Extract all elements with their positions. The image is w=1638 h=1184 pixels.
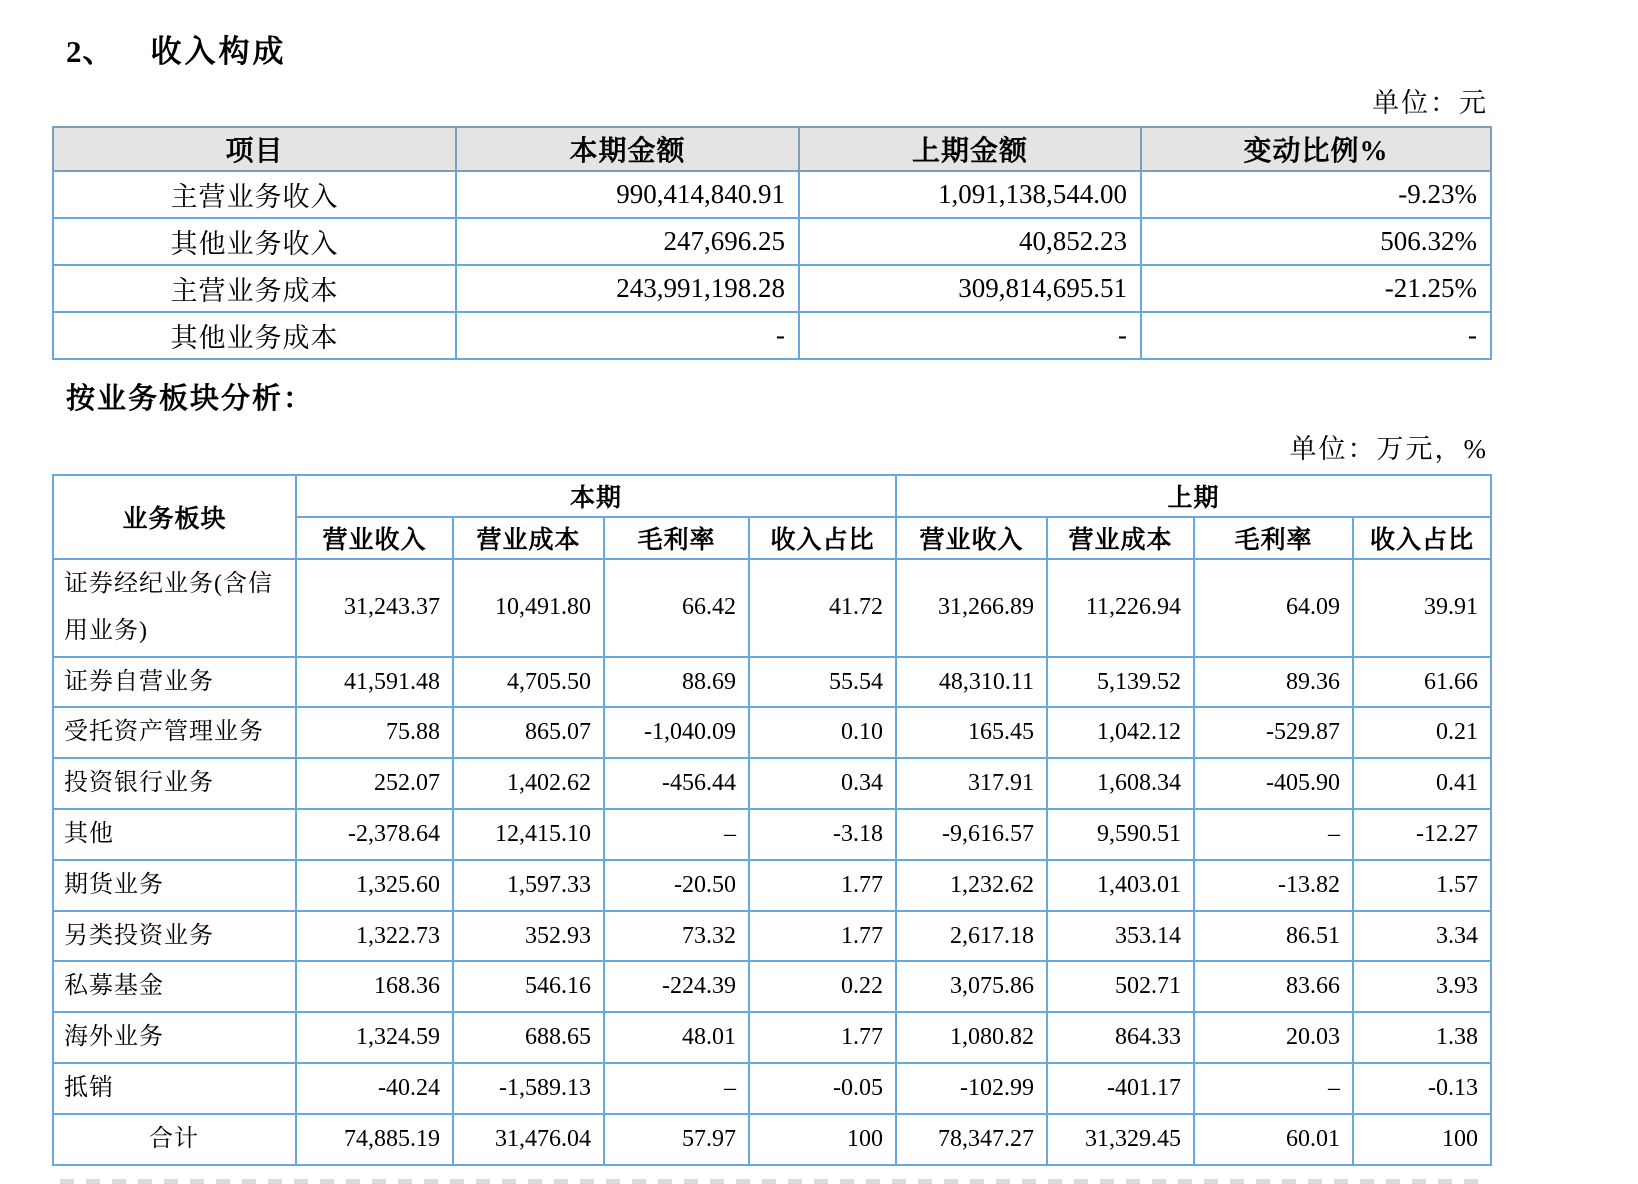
value-cell: 20.03 — [1194, 1012, 1353, 1063]
table-row — [53, 218, 1491, 265]
value-cell: 165.45 — [896, 707, 1047, 758]
value-cell: 502.71 — [1047, 961, 1194, 1012]
value-cell: -401.17 — [1047, 1063, 1194, 1114]
value-cell: 100 — [1353, 1114, 1491, 1165]
value-cell: -40.24 — [296, 1063, 453, 1114]
value-cell: 247,696.25 — [456, 218, 799, 265]
column-header-share-prior: 收入占比 — [1353, 517, 1491, 559]
section-number: 2、 — [66, 34, 115, 69]
value-cell: 0.41 — [1353, 758, 1491, 809]
value-cell: 10,491.80 — [453, 559, 604, 657]
value-cell: 31,476.04 — [453, 1114, 604, 1165]
value-cell: 317.91 — [896, 758, 1047, 809]
table-row — [53, 1063, 1491, 1114]
value-cell: 60.01 — [1194, 1114, 1353, 1165]
value-cell: 73.32 — [604, 911, 749, 962]
value-cell: -2,378.64 — [296, 809, 453, 860]
value-cell: 61.66 — [1353, 657, 1491, 708]
value-cell: - — [1141, 312, 1491, 359]
value-cell: – — [604, 1063, 749, 1114]
value-cell: 1,324.59 — [296, 1012, 453, 1063]
value-cell: 864.33 — [1047, 1012, 1194, 1063]
table-row — [53, 171, 1491, 218]
segment-cell: 其他 — [53, 809, 296, 860]
value-cell: 0.10 — [749, 707, 896, 758]
segment-cell: 受托资产管理业务 — [53, 707, 296, 758]
value-cell: 100 — [749, 1114, 896, 1165]
item-cell: 其他业务收入 — [53, 218, 456, 265]
value-cell: -456.44 — [604, 758, 749, 809]
value-cell: -13.82 — [1194, 860, 1353, 911]
value-cell: 1,402.62 — [453, 758, 604, 809]
income-composition-table — [52, 126, 1492, 360]
value-cell: -1,589.13 — [453, 1063, 604, 1114]
column-header-item: 项目 — [53, 127, 456, 171]
unit-note-top: 单位：元 — [1372, 88, 1488, 118]
value-cell: 40,852.23 — [799, 218, 1141, 265]
value-cell: 83.66 — [1194, 961, 1353, 1012]
value-cell: 1.77 — [749, 860, 896, 911]
value-cell: 74,885.19 — [296, 1114, 453, 1165]
segment-cell: 证券经纪业务(含信用业务) — [53, 559, 296, 657]
value-cell: 3.34 — [1353, 911, 1491, 962]
value-cell: 0.21 — [1353, 707, 1491, 758]
value-cell: 66.42 — [604, 559, 749, 657]
value-cell: 865.07 — [453, 707, 604, 758]
value-cell: 1,091,138,544.00 — [799, 171, 1141, 218]
value-cell: 57.97 — [604, 1114, 749, 1165]
value-cell: – — [604, 809, 749, 860]
item-cell: 其他业务成本 — [53, 312, 456, 359]
value-cell: 990,414,840.91 — [456, 171, 799, 218]
value-cell: 309,814,695.51 — [799, 265, 1141, 312]
column-header-revenue-prior: 营业收入 — [896, 517, 1047, 559]
value-cell: 31,266.89 — [896, 559, 1047, 657]
value-cell: – — [1194, 1063, 1353, 1114]
value-cell: -405.90 — [1194, 758, 1353, 809]
unit-note-segment: 单位：万元，% — [1289, 434, 1488, 464]
table-row — [53, 707, 1491, 758]
column-header-cost-prior: 营业成本 — [1047, 517, 1194, 559]
item-cell: 主营业务收入 — [53, 171, 456, 218]
column-header-cost-current: 营业成本 — [453, 517, 604, 559]
segment-cell: 私募基金 — [53, 961, 296, 1012]
column-header-share-current: 收入占比 — [749, 517, 896, 559]
value-cell: 41.72 — [749, 559, 896, 657]
column-header-change-ratio: 变动比例% — [1141, 127, 1491, 171]
value-cell: 64.09 — [1194, 559, 1353, 657]
value-cell: 3.93 — [1353, 961, 1491, 1012]
value-cell: 31,329.45 — [1047, 1114, 1194, 1165]
table-row — [53, 265, 1491, 312]
value-cell: 12,415.10 — [453, 809, 604, 860]
table-header-row-periods — [53, 475, 1491, 517]
value-cell: -0.05 — [749, 1063, 896, 1114]
column-group-prior-period: 上期 — [896, 475, 1491, 517]
value-cell: 1,232.62 — [896, 860, 1047, 911]
value-cell: 243,991,198.28 — [456, 265, 799, 312]
value-cell: 4,705.50 — [453, 657, 604, 708]
value-cell: 1.77 — [749, 1012, 896, 1063]
column-header-prior-amount: 上期金额 — [799, 127, 1141, 171]
value-cell: 1.57 — [1353, 860, 1491, 911]
value-cell: 75.88 — [296, 707, 453, 758]
value-cell: 48.01 — [604, 1012, 749, 1063]
value-cell: 1,080.82 — [896, 1012, 1047, 1063]
value-cell: 352.93 — [453, 911, 604, 962]
value-cell: -3.18 — [749, 809, 896, 860]
value-cell: 5,139.52 — [1047, 657, 1194, 708]
value-cell: -9,616.57 — [896, 809, 1047, 860]
value-cell: -102.99 — [896, 1063, 1047, 1114]
column-header-margin-current: 毛利率 — [604, 517, 749, 559]
value-cell: 168.36 — [296, 961, 453, 1012]
value-cell: 2,617.18 — [896, 911, 1047, 962]
value-cell: 1,608.34 — [1047, 758, 1194, 809]
cutoff-text-line — [60, 1179, 1488, 1184]
column-header-revenue-current: 营业收入 — [296, 517, 453, 559]
value-cell: 0.22 — [749, 961, 896, 1012]
section-title — [66, 26, 1490, 71]
value-cell: 546.16 — [453, 961, 604, 1012]
table-row — [53, 1114, 1491, 1165]
segment-cell: 证券自营业务 — [53, 657, 296, 708]
value-cell: 3,075.86 — [896, 961, 1047, 1012]
segment-cell: 合计 — [53, 1114, 296, 1165]
value-cell: -20.50 — [604, 860, 749, 911]
value-cell: 688.65 — [453, 1012, 604, 1063]
column-header-segment: 业务板块 — [53, 475, 296, 559]
table-row — [53, 312, 1491, 359]
value-cell: -0.13 — [1353, 1063, 1491, 1114]
column-group-current-period: 本期 — [296, 475, 896, 517]
table-row — [53, 657, 1491, 708]
value-cell: 41,591.48 — [296, 657, 453, 708]
value-cell: -224.39 — [604, 961, 749, 1012]
table-row — [53, 1012, 1491, 1063]
table-row — [53, 809, 1491, 860]
item-cell: 主营业务成本 — [53, 265, 456, 312]
segment-analysis-table — [52, 474, 1492, 1166]
value-cell: - — [456, 312, 799, 359]
value-cell: 1,322.73 — [296, 911, 453, 962]
value-cell: 506.32% — [1141, 218, 1491, 265]
segment-cell: 海外业务 — [53, 1012, 296, 1063]
value-cell: 39.91 — [1353, 559, 1491, 657]
value-cell: 9,590.51 — [1047, 809, 1194, 860]
segment-cell: 期货业务 — [53, 860, 296, 911]
table-row — [53, 860, 1491, 911]
column-header-margin-prior: 毛利率 — [1194, 517, 1353, 559]
value-cell: 1.38 — [1353, 1012, 1491, 1063]
section-title-text: 收入构成 — [150, 34, 287, 69]
value-cell: 1,042.12 — [1047, 707, 1194, 758]
value-cell: 55.54 — [749, 657, 896, 708]
value-cell: -529.87 — [1194, 707, 1353, 758]
value-cell: -1,040.09 — [604, 707, 749, 758]
value-cell: 89.36 — [1194, 657, 1353, 708]
value-cell: 11,226.94 — [1047, 559, 1194, 657]
value-cell: 31,243.37 — [296, 559, 453, 657]
segment-cell: 抵销 — [53, 1063, 296, 1114]
table-row — [53, 961, 1491, 1012]
value-cell: 48,310.11 — [896, 657, 1047, 708]
value-cell: 78,347.27 — [896, 1114, 1047, 1165]
table-row — [53, 758, 1491, 809]
value-cell: -12.27 — [1353, 809, 1491, 860]
table-row — [53, 559, 1491, 657]
value-cell: 1,325.60 — [296, 860, 453, 911]
value-cell: 1.77 — [749, 911, 896, 962]
value-cell: -21.25% — [1141, 265, 1491, 312]
value-cell: 0.34 — [749, 758, 896, 809]
value-cell: 88.69 — [604, 657, 749, 708]
value-cell: 353.14 — [1047, 911, 1194, 962]
segment-cell: 另类投资业务 — [53, 911, 296, 962]
table-header-row — [53, 127, 1491, 171]
segment-cell: 投资银行业务 — [53, 758, 296, 809]
table-row — [53, 911, 1491, 962]
value-cell: -9.23% — [1141, 171, 1491, 218]
value-cell: 252.07 — [296, 758, 453, 809]
value-cell: 1,597.33 — [453, 860, 604, 911]
segment-analysis-heading: 按业务板块分析： — [66, 383, 315, 415]
value-cell: 1,403.01 — [1047, 860, 1194, 911]
value-cell: – — [1194, 809, 1353, 860]
value-cell: - — [799, 312, 1141, 359]
column-header-current-amount: 本期金额 — [456, 127, 799, 171]
value-cell: 86.51 — [1194, 911, 1353, 962]
